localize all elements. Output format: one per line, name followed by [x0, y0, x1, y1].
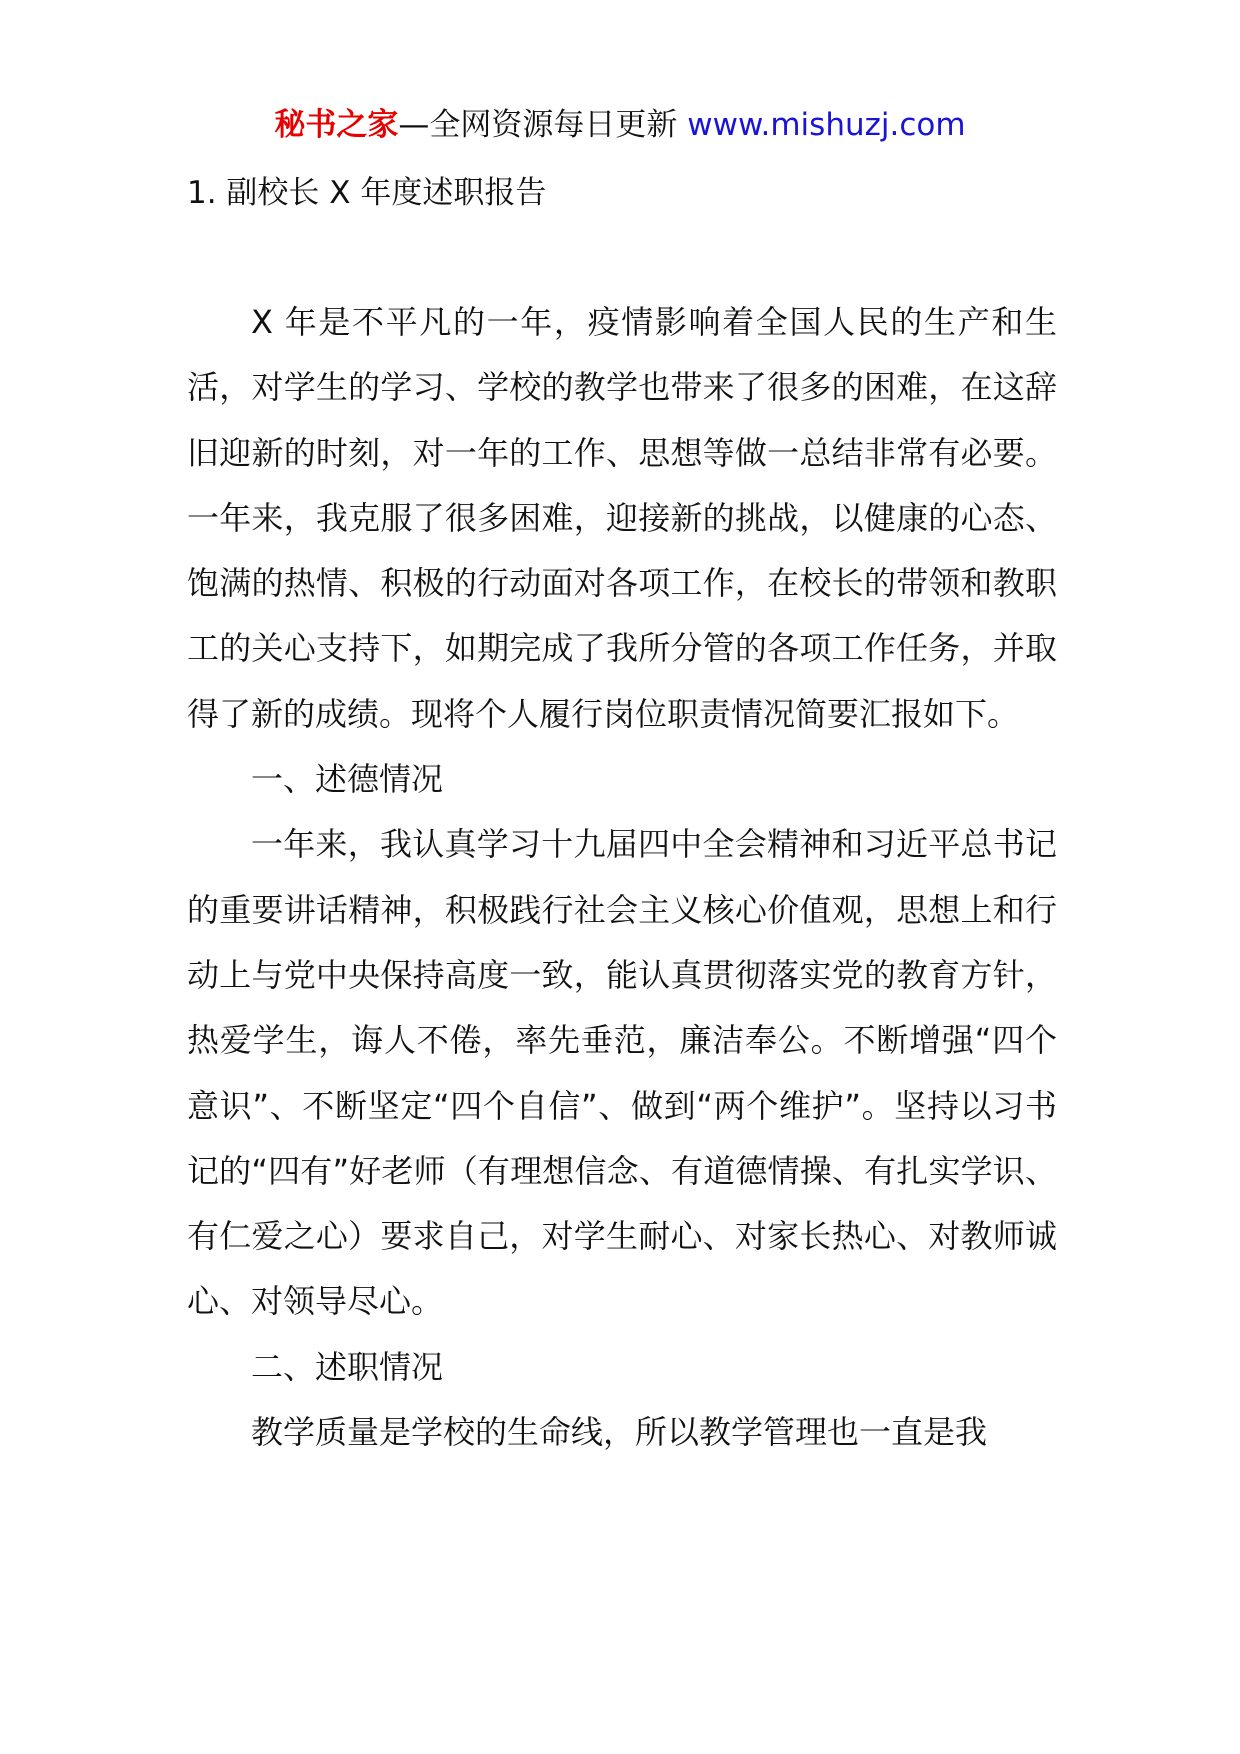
section-heading-morality: 一、述德情况	[251, 760, 444, 799]
document-title: 1. 副校长 X 年度述职报告	[187, 175, 547, 211]
site-header	[0, 100, 1240, 150]
document-body	[187, 290, 1057, 1465]
site-url-link[interactable]: www.mishuzj.com	[687, 107, 966, 143]
brand-name: 秘书之家	[274, 107, 399, 143]
header-tagline: —全网资源每日更新	[398, 107, 678, 143]
section-heading-duty: 二、述职情况	[251, 1347, 444, 1386]
intro-paragraph: X 年是不平凡的一年，疫情影响着全国人民的生产和生活，对学生的学习、学校的教学也带来了很多的困难，在这辞旧迎新的时刻，对一年的工作、思想等做一总结非常有必要。一年来，我克服了很多困难，迎接新的挑战，以健康的心态、饱满的热情、积极的行动面对各项工作，在校长的带领和教职工的关心支持下，如期完成了我所分管的各项工作任务，并取得了新的成绩。现将个人履行岗位职责情况简要汇报如下。	[187, 303, 1057, 733]
morality-paragraph: 一年来，我认真学习十九届四中全会精神和习近平总书记的重要讲话精神，积极践行社会主义核心价值观，思想上和行动上与党中央保持高度一致，能认真贯彻落实党的教育方针，热爱学生，诲人不倦，率先垂范，廉洁奉公。不断增强“四个意识”、不断坚定“四个自信”、做到“两个维护”。坚持以习书记的“四有”好老师（有理想信念、有道德情操、有扎实学识、有仁爱之心）要求自己，对学生耐心、对家长热心、对教师诚心、对领导尽心。	[187, 825, 1057, 1321]
duty-paragraph: 教学质量是学校的生命线，所以教学管理也一直是我	[251, 1413, 988, 1452]
